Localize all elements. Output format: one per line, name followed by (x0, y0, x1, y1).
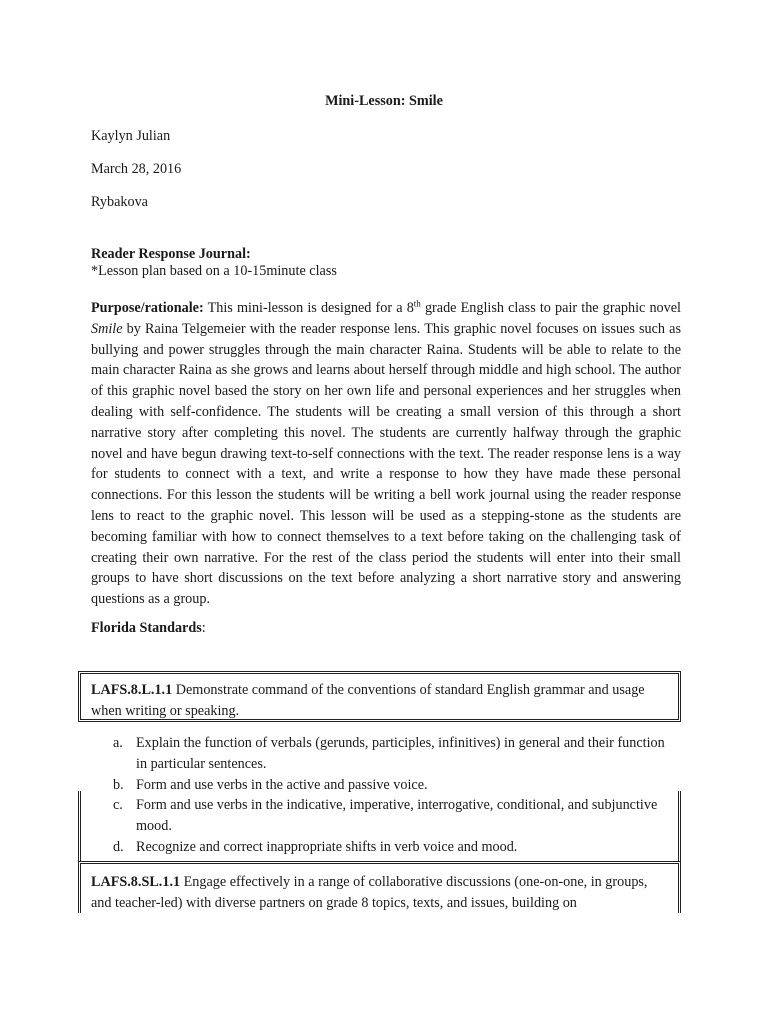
document-date: March 28, 2016 (91, 161, 182, 177)
journal-heading: Reader Response Journal: (91, 246, 251, 262)
standard-text-2: Engage effectively in a range of collaborative discussions (one-on-one, in groups, and teacher-led) with diverse partners on grade 8 topics, texts, and issues, building on (91, 874, 648, 911)
instructor-name: Rybakova (91, 194, 148, 210)
standard-box-2 (78, 861, 681, 913)
novel-title: Smile (91, 320, 123, 337)
table-border-left (78, 791, 81, 861)
standard-code-1: LAFS.8.L.1.1 (91, 682, 173, 698)
list-item-text: Form and use verbs in the indicative, imperative, interrogative, conditional, and subjunctive mood. (136, 797, 658, 835)
list-marker: b. (113, 776, 124, 793)
list-item-text: Recognize and correct inappropriate shifts in verb voice and mood. (136, 838, 518, 855)
table-border-right (678, 791, 681, 861)
standard-text-1: Demonstrate command of the conventions of standard English grammar and usage when writing or speaking. (91, 682, 645, 719)
purpose-text-c: by Raina Telgemeier with the reader response lens. This graphic novel focuses on issues such as bullying and power struggles through the main character Raina. Students will be able to relate to the main character Raina as she grows and learns about herself through middle and high school. The author of this graphic novel based the story on her own life and personal experiences and her struggles when dealing with self-confidence. The students will be creating a small version of this through a short narrative story after completing this novel. The students are currently halfway through the graphic novel and have begun drawing text-to-self connections with the text. The reader response lens is a way for students to connect with a text, and write a response to how they have made these personal connections. For this lesson the students will be writing a bell work journal using the reader response lens to react to the graphic novel. This lesson will be used as a stepping-stone as the students are becoming familiar with how to connect themselves to a text before taking on the challenging task of creating their own narrative. For the rest of the class period the students will enter into their small groups to have short discussions on the text before analyzing a short narrative story and answering questions as a group. (91, 320, 681, 608)
list-item-text: Explain the function of verbals (gerunds, participles, infinitives) in general and their function in particular sentences. (136, 735, 665, 772)
list-item-text: Form and use verbs in the active and passive voice. (136, 776, 428, 793)
author-name: Kaylyn Julian (91, 128, 171, 144)
purpose-text-a: This mini-lesson is designed for a 8 (203, 300, 414, 316)
purpose-paragraph (91, 298, 681, 610)
journal-note: *Lesson plan based on a 10-15minute class (91, 263, 337, 279)
list-item (113, 775, 673, 796)
list-marker: d. (113, 838, 124, 855)
standard-1-sublist (113, 733, 673, 858)
list-marker: a. (113, 735, 123, 751)
standards-label: Florida Standards (91, 620, 202, 636)
list-item (113, 795, 673, 837)
document-title: Mini-Lesson: Smile (325, 93, 443, 109)
standards-heading (91, 620, 206, 637)
standard-code-2: LAFS.8.SL.1.1 (91, 874, 181, 890)
purpose-superscript: th (413, 298, 421, 309)
list-item (113, 837, 673, 858)
purpose-text-b: grade English class to pair the graphic novel (420, 300, 681, 316)
purpose-label: Purpose/rationale: (91, 300, 204, 316)
list-marker: c. (113, 797, 123, 814)
standards-colon: : (201, 620, 206, 636)
list-item (113, 733, 673, 775)
standard-box-1 (78, 671, 681, 722)
